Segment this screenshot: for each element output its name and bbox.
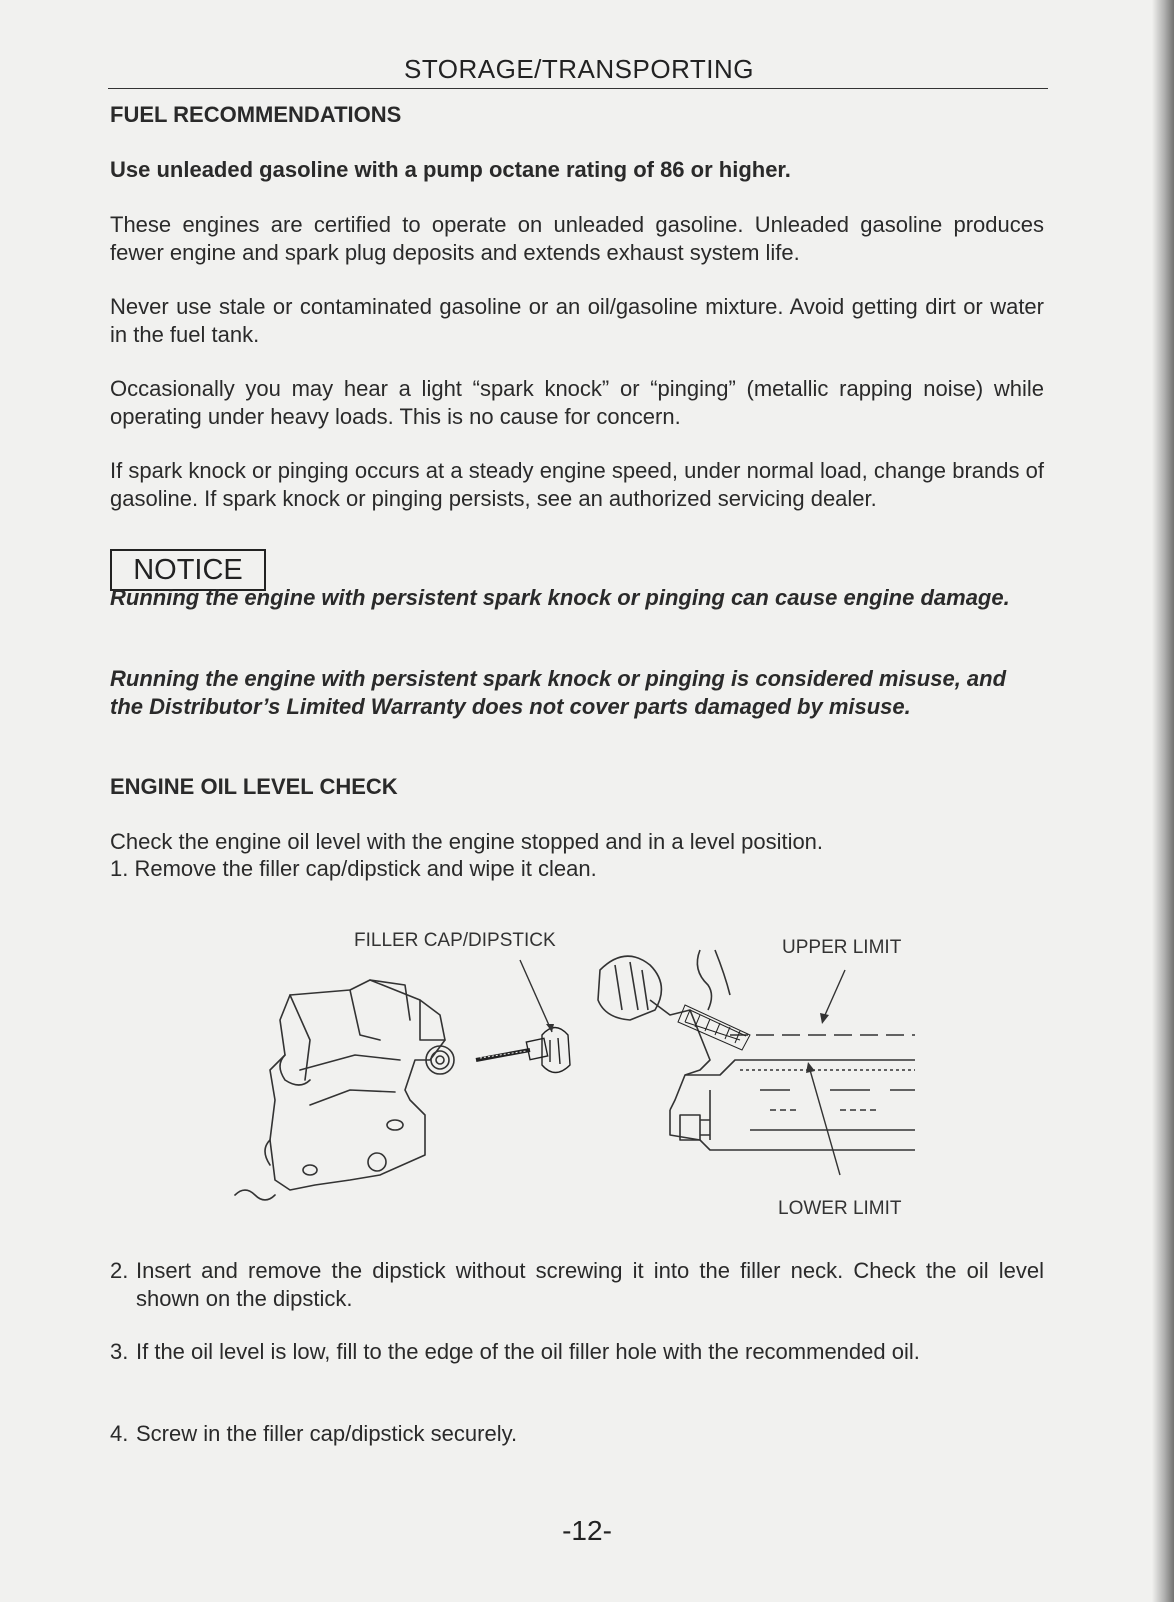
filler-leader-line — [520, 960, 552, 1032]
fuel-recommendations-heading: FUEL RECOMMENDATIONS — [110, 102, 402, 127]
step-text: Screw in the filler cap/dipstick securely. — [136, 1421, 518, 1446]
filler-cap-dipstick-label: FILLER CAP/DIPSTICK — [354, 930, 556, 951]
dipstick-diagram — [230, 930, 940, 1240]
fuel-octane-lead: Use unleaded gasoline with a pump octane rating of 86 or higher. — [110, 157, 791, 182]
installed-dipstick-shaft — [678, 1005, 750, 1050]
fuel-paragraph-spark-knock: Occasionally you may hear a light “spark knock” or “pinging” (metallic rapping noise) while operating under heavy loads. This is no cause for concern. — [110, 376, 1044, 429]
removed-dipstick — [476, 1028, 570, 1073]
oil-step-1: 1. Remove the filler cap/dipstick and wipe it clean. — [110, 856, 597, 881]
oil-step-4 — [110, 1420, 1044, 1448]
step-text: Insert and remove the dipstick without screwing it into the filler neck. Check the oil level shown on the dipstick. — [136, 1258, 1044, 1311]
notice-warning-damage: Running the engine with persistent spark knock or pinging can cause engine damage. — [110, 585, 1010, 610]
dipstick-diagram-illustration — [230, 940, 940, 1240]
step-number: 4. — [110, 1421, 129, 1446]
installed-cap-section — [598, 950, 915, 1150]
fuel-paragraph-pinging: If spark knock or pinging occurs at a steady engine speed, under normal load, change brands of gasoline. If spark knock or pinging persists, see an authorized servicing dealer. — [110, 458, 1044, 511]
lower-limit-leader-line — [810, 1070, 840, 1175]
upper-limit-label: UPPER LIMIT — [782, 937, 902, 958]
page-header-title: STORAGE/TRANSPORTING — [404, 54, 754, 84]
fuel-paragraph-certified: These engines are certified to operate on unleaded gasoline. Unleaded gasoline produces fewer engine and spark plug deposits and extends exhaust system life. — [110, 212, 1044, 265]
lower-limit-label: LOWER LIMIT — [778, 1198, 902, 1219]
oil-step-3 — [110, 1338, 1044, 1366]
oil-step-2 — [110, 1257, 1044, 1313]
notice-label: NOTICE — [110, 549, 266, 591]
step-number: 2. — [110, 1258, 129, 1283]
step-text: If the oil level is low, fill to the edge of the oil filler hole with the recommended oil. — [136, 1339, 920, 1364]
notice-warning-misuse: Running the engine with persistent spark knock or pinging is considered misuse, and the Distributor’s Limited Warranty does not cover parts damaged by misuse. — [110, 666, 1007, 719]
fuel-paragraph-stale: Never use stale or contaminated gasoline or an oil/gasoline mixture. Avoid getting dirt or water in the fuel tank. — [110, 294, 1044, 347]
page-edge-shadow — [1152, 0, 1174, 1602]
engine-block-edge — [290, 995, 310, 1080]
step-number: 3. — [110, 1339, 129, 1364]
upper-limit-leader-line — [825, 970, 845, 1015]
page-number: -12- — [562, 1515, 612, 1546]
oil-check-intro: Check the engine oil level with the engine stopped and in a level position. — [110, 829, 824, 854]
header-divider — [108, 88, 1048, 89]
oil-level-check-heading: ENGINE OIL LEVEL CHECK — [110, 774, 398, 799]
